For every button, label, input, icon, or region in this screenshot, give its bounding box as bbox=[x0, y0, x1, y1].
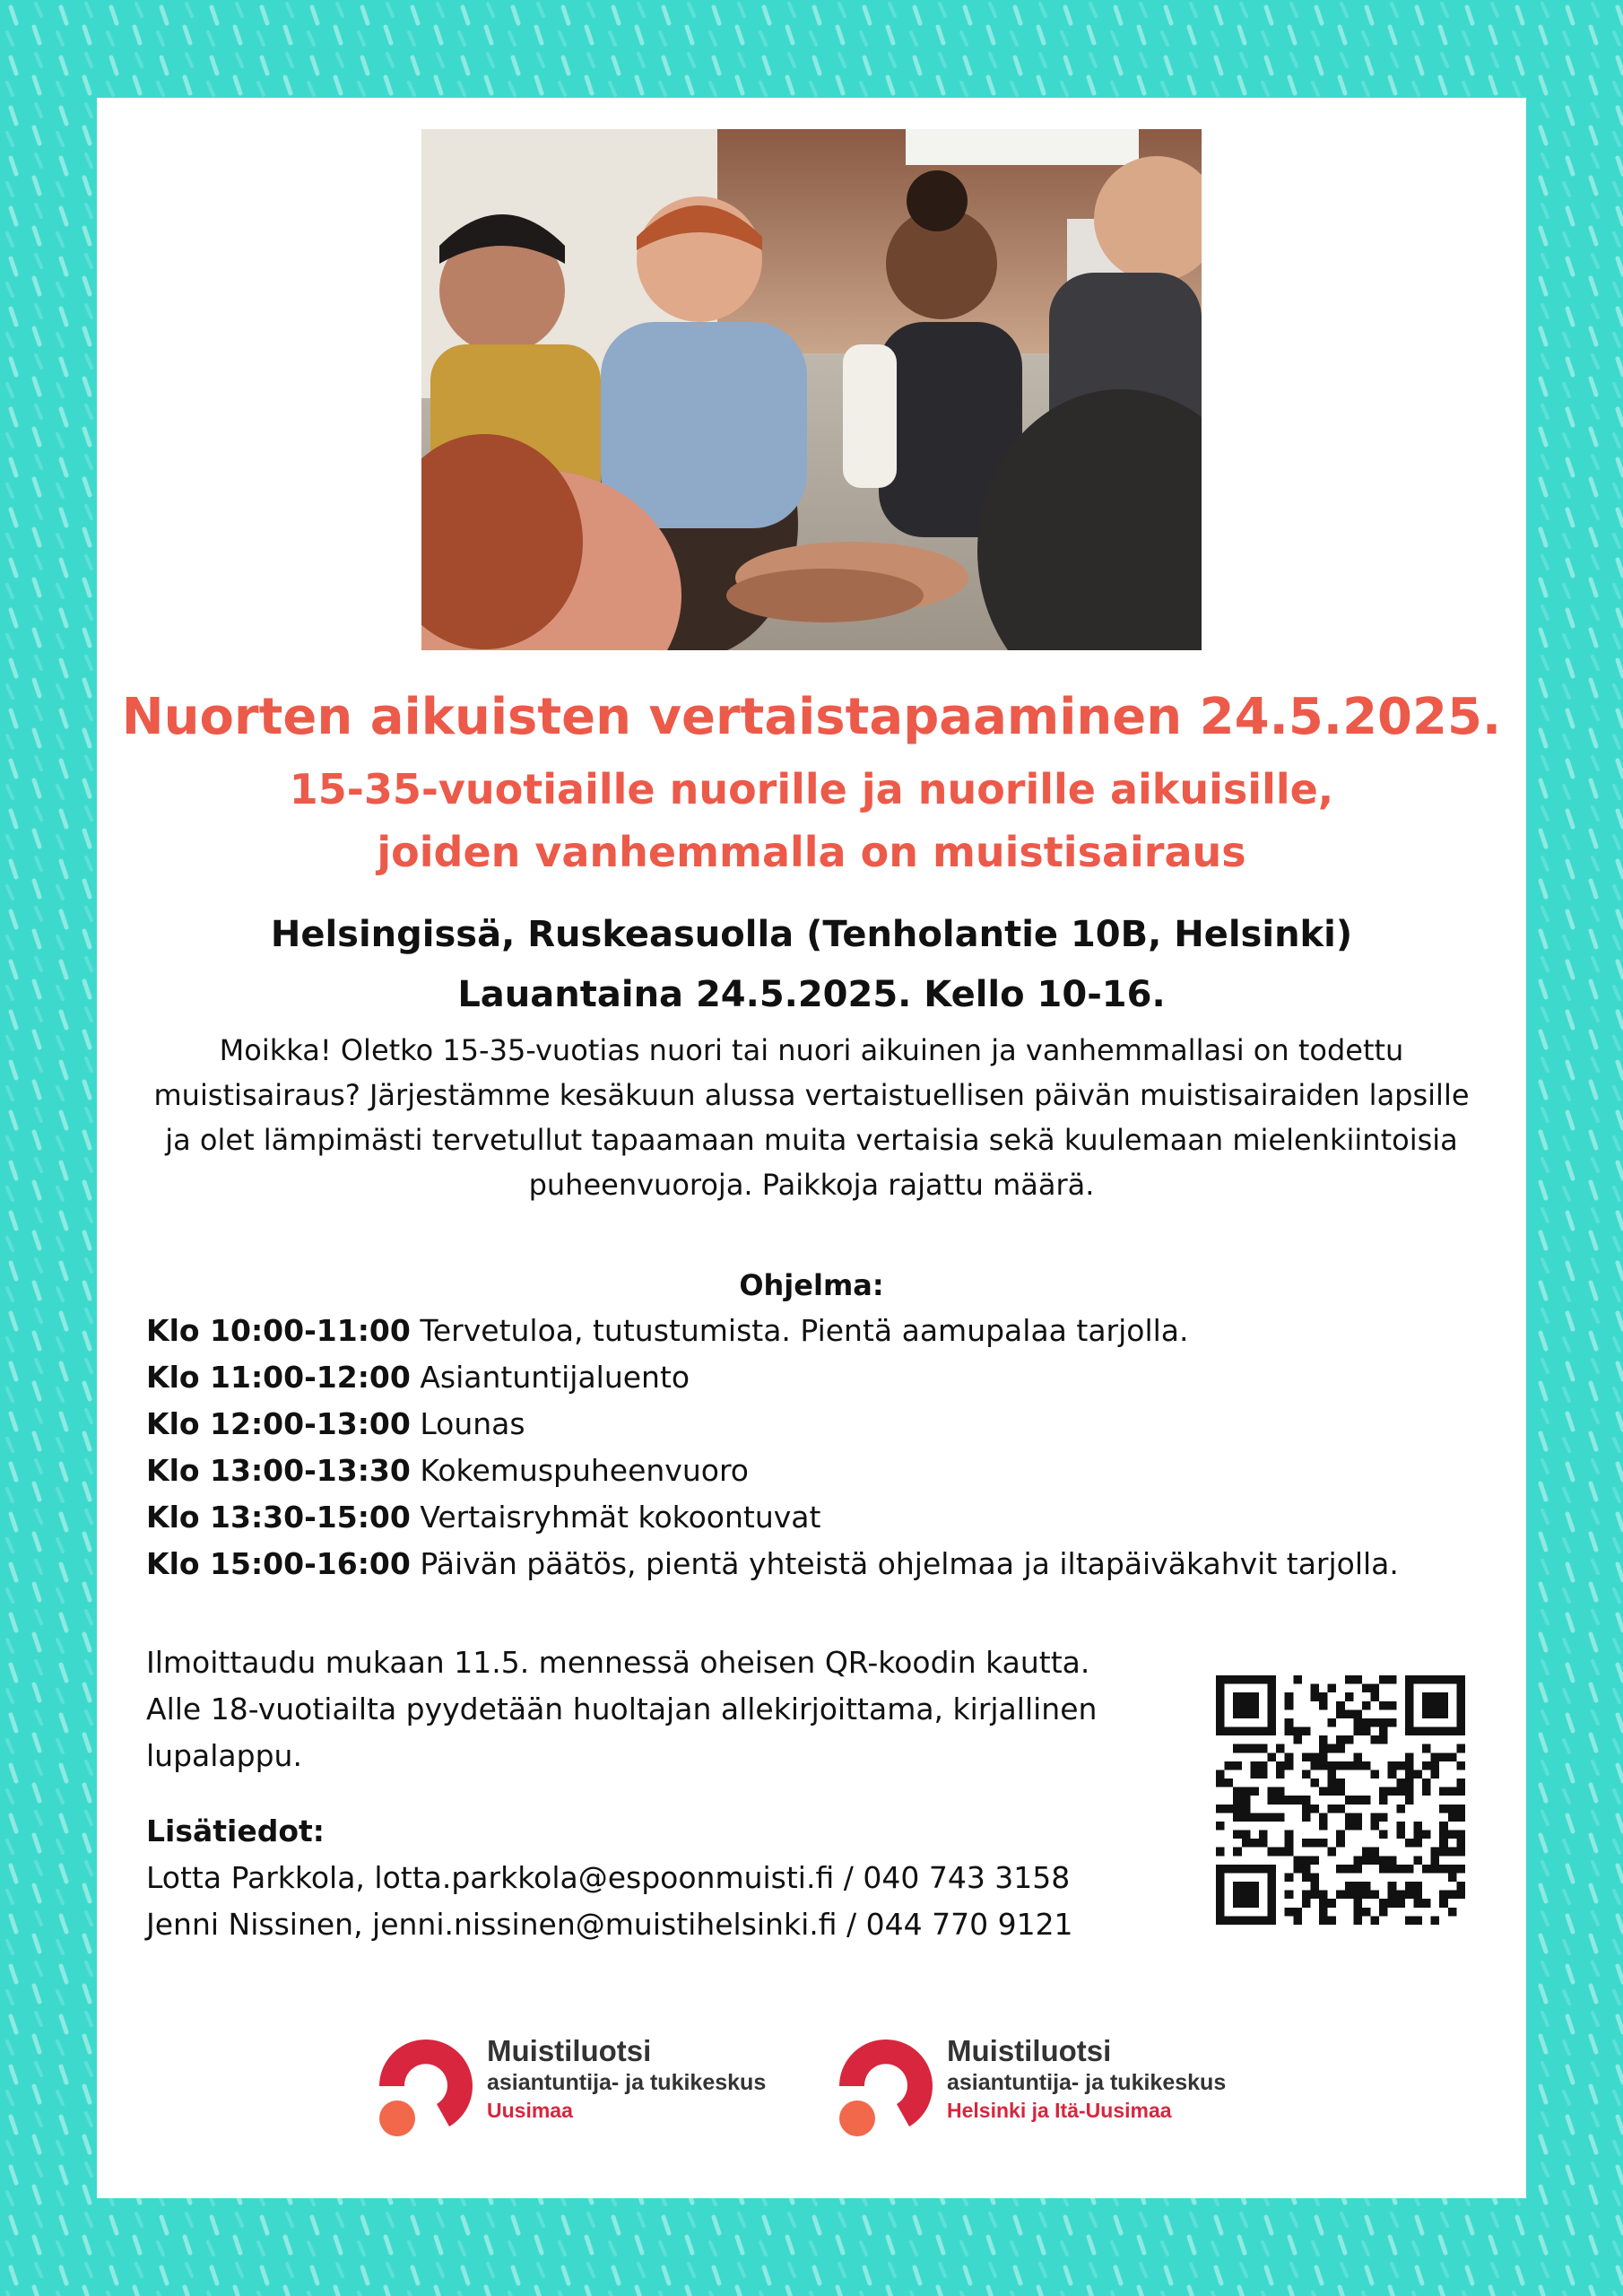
signup-line-1: Ilmoittaudu mukaan 11.5. mennessä oheisen QR-koodin kautta. bbox=[146, 1645, 1090, 1680]
program-time: Klo 13:30-15:00 bbox=[146, 1500, 411, 1535]
program-list bbox=[146, 1308, 1509, 1587]
muistiluotsi-logo-icon bbox=[370, 2031, 482, 2142]
program-text: Asiantuntijaluento bbox=[420, 1360, 690, 1395]
program-item bbox=[146, 1494, 1509, 1541]
program-time: Klo 13:00-13:30 bbox=[146, 1453, 411, 1488]
logo-subtitle: asiantuntija- ja tukikeskus bbox=[947, 2070, 1227, 2095]
program-item bbox=[146, 1354, 1509, 1401]
logo-region: Uusimaa bbox=[487, 2099, 573, 2122]
program-text: Tervetuloa, tutustumista. Pientä aamupalaa tarjolla. bbox=[420, 1313, 1189, 1348]
event-title: Nuorten aikuisten vertaistapaaminen 24.5.2025. bbox=[121, 688, 1502, 746]
program-time: Klo 12:00-13:00 bbox=[146, 1406, 411, 1441]
event-subtitle: 15-35-vuotiaille nuorille ja nuorille aikuisille, joiden vanhemmalla on muistisairaus bbox=[289, 765, 1334, 876]
flyer-card bbox=[97, 98, 1526, 2198]
program-item bbox=[146, 1401, 1509, 1448]
event-datetime: Lauantaina 24.5.2025. Kello 10-16. bbox=[457, 974, 1166, 1015]
info-heading: Lisätiedot: bbox=[146, 1813, 325, 1848]
program-text: Lounas bbox=[420, 1406, 525, 1441]
program-item bbox=[146, 1448, 1509, 1494]
logo-muistiluotsi-helsinki bbox=[830, 2031, 1297, 2142]
program-item bbox=[146, 1541, 1509, 1587]
logo-muistiluotsi-uusimaa bbox=[370, 2031, 774, 2142]
program-text: Vertaisryhmät kokoontuvat bbox=[420, 1500, 821, 1535]
program-text: Päivän päätös, pientä yhteistä ohjelmaa ja iltapäiväkahvit tarjolla. bbox=[420, 1546, 1399, 1581]
program-time: Klo 11:00-12:00 bbox=[146, 1360, 411, 1395]
muistiluotsi-logo-icon bbox=[830, 2031, 942, 2142]
contact-list bbox=[146, 1855, 1073, 1948]
program-time: Klo 10:00-11:00 bbox=[146, 1313, 411, 1348]
logo-name: Muistiluotsi bbox=[487, 2034, 652, 2067]
contact-item: Jenni Nissinen, jenni.nissinen@muistihelsinki.fi / 044 770 9121 bbox=[146, 1907, 1073, 1942]
group-photo bbox=[421, 129, 1202, 650]
contact-item: Lotta Parkkola, lotta.parkkola@espoonmuisti.fi / 040 743 3158 bbox=[146, 1860, 1071, 1895]
qr-code[interactable] bbox=[1216, 1675, 1465, 1925]
signup-text bbox=[146, 1639, 1204, 1779]
logo-region: Helsinki ja Itä-Uusimaa bbox=[947, 2099, 1172, 2122]
event-location: Helsingissä, Ruskeasuolla (Tenholantie 10B, Helsinki) bbox=[270, 914, 1353, 955]
program-text: Kokemuspuheenvuoro bbox=[420, 1453, 749, 1488]
signup-line-2: Alle 18-vuotiailta pyydetään huoltajan allekirjoittama, kirjallinen lupalappu. bbox=[146, 1692, 1098, 1773]
program-time: Klo 15:00-16:00 bbox=[146, 1546, 411, 1581]
event-intro: Moikka! Oletko 15-35-vuotias nuori tai nuori aikuinen ja vanhemmallasi on todettu muistisairaus? Järjestämme kesäkuun alussa vertaistuellisen päivän muistisairaiden lapsille ja olet lämpimästi tervetullut tapaamaan muita vertaisia sekä kuulemaan mielenkiintoisia puheenvuoroja. Paikkoja rajattu määrä. bbox=[153, 1033, 1470, 1202]
logo-subtitle: asiantuntija- ja tukikeskus bbox=[487, 2070, 767, 2095]
logo-name: Muistiluotsi bbox=[947, 2034, 1112, 2067]
program-item bbox=[146, 1308, 1509, 1354]
program-heading: Ohjelma: bbox=[739, 1268, 884, 1302]
